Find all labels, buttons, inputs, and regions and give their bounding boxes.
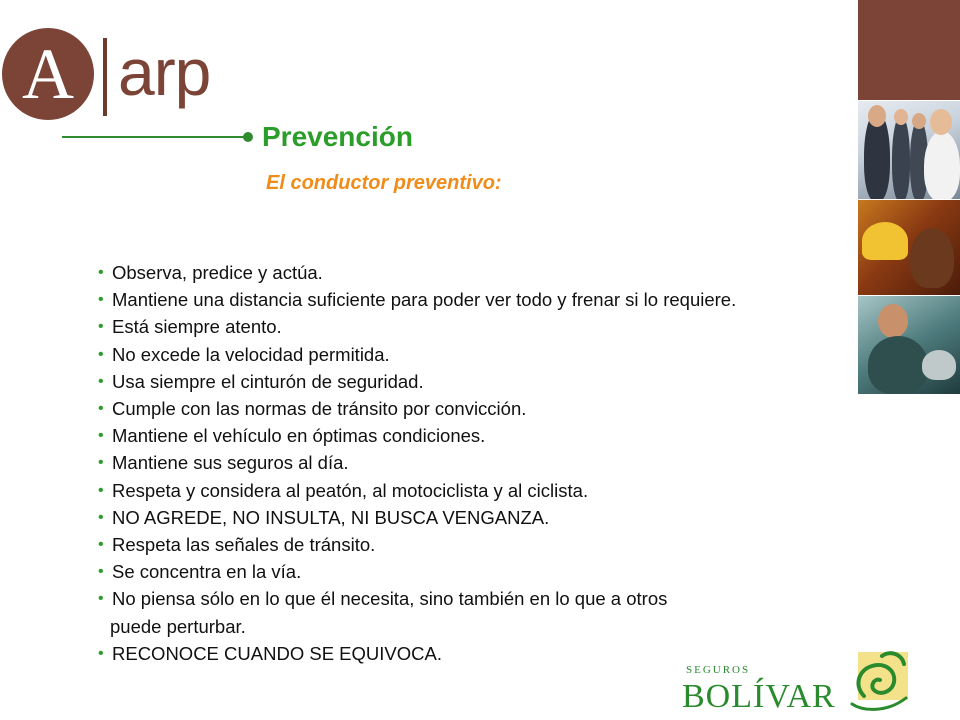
- bullet-icon: •: [98, 563, 104, 581]
- bullet-icon: •: [98, 454, 104, 472]
- bolivar-logo-icon: [844, 646, 916, 718]
- bullet-icon: •: [98, 318, 104, 336]
- list-item: • Mantiene sus seguros al día.: [98, 449, 858, 476]
- logo-divider: [103, 38, 107, 116]
- photo-worker-helmet: [858, 200, 960, 295]
- slide-title: Prevención: [262, 121, 413, 152]
- bullet-icon: •: [98, 427, 104, 445]
- bullet-icon: •: [98, 644, 104, 662]
- list-item: • NO AGREDE, NO INSULTA, NI BUSCA VENGANZA.: [98, 504, 858, 531]
- list-item: • No piensa sólo en lo que él necesita, sino también en lo que a otros puede perturbar.: [98, 585, 858, 639]
- list-item: • Cumple con las normas de tránsito por convicción.: [98, 395, 858, 422]
- list-item: • No excede la velocidad permitida.: [98, 341, 858, 368]
- list-item: • Está siempre atento.: [98, 313, 858, 340]
- list-item: • RECONOCE CUANDO SE EQUIVOCA.: [98, 640, 858, 667]
- logo-letter: A: [2, 28, 94, 120]
- side-color-block: [858, 0, 960, 100]
- title-rule-dot: [243, 132, 253, 142]
- list-item-continuation: puede perturbar.: [110, 615, 246, 637]
- photo-technician: [858, 296, 960, 394]
- logo-text: arp: [118, 35, 211, 109]
- photo-business-people: [858, 101, 960, 199]
- brand-name: BOLÍVAR: [682, 678, 836, 715]
- bullet-list: [98, 259, 858, 667]
- bullet-icon: •: [98, 590, 104, 608]
- bullet-icon: •: [98, 345, 104, 363]
- bullet-icon: •: [98, 264, 104, 281]
- slide-subtitle: El conductor preventivo:: [266, 172, 502, 194]
- brand-small-text: SEGUROS: [686, 664, 751, 676]
- list-item: • Mantiene el vehículo en óptimas condiciones.: [98, 422, 858, 449]
- list-item: • Respeta las señales de tránsito.: [98, 531, 858, 558]
- arp-logo: [0, 28, 240, 123]
- list-item: • Usa siempre el cinturón de seguridad.: [98, 368, 858, 395]
- bullet-icon: •: [98, 481, 104, 499]
- bullet-icon: •: [98, 291, 104, 309]
- bullet-icon: •: [98, 536, 104, 554]
- list-item: • Respeta y considera al peatón, al motociclista y al ciclista.: [98, 477, 858, 504]
- list-item: • Se concentra en la vía.: [98, 558, 858, 585]
- bullet-icon: •: [98, 372, 104, 390]
- bullet-icon: •: [98, 508, 104, 526]
- bullet-icon: •: [98, 400, 104, 418]
- list-item: • Observa, predice y actúa.: [98, 259, 858, 286]
- title-rule: [62, 136, 246, 138]
- list-item: • Mantiene una distancia suficiente para poder ver todo y frenar si lo requiere.: [98, 286, 858, 313]
